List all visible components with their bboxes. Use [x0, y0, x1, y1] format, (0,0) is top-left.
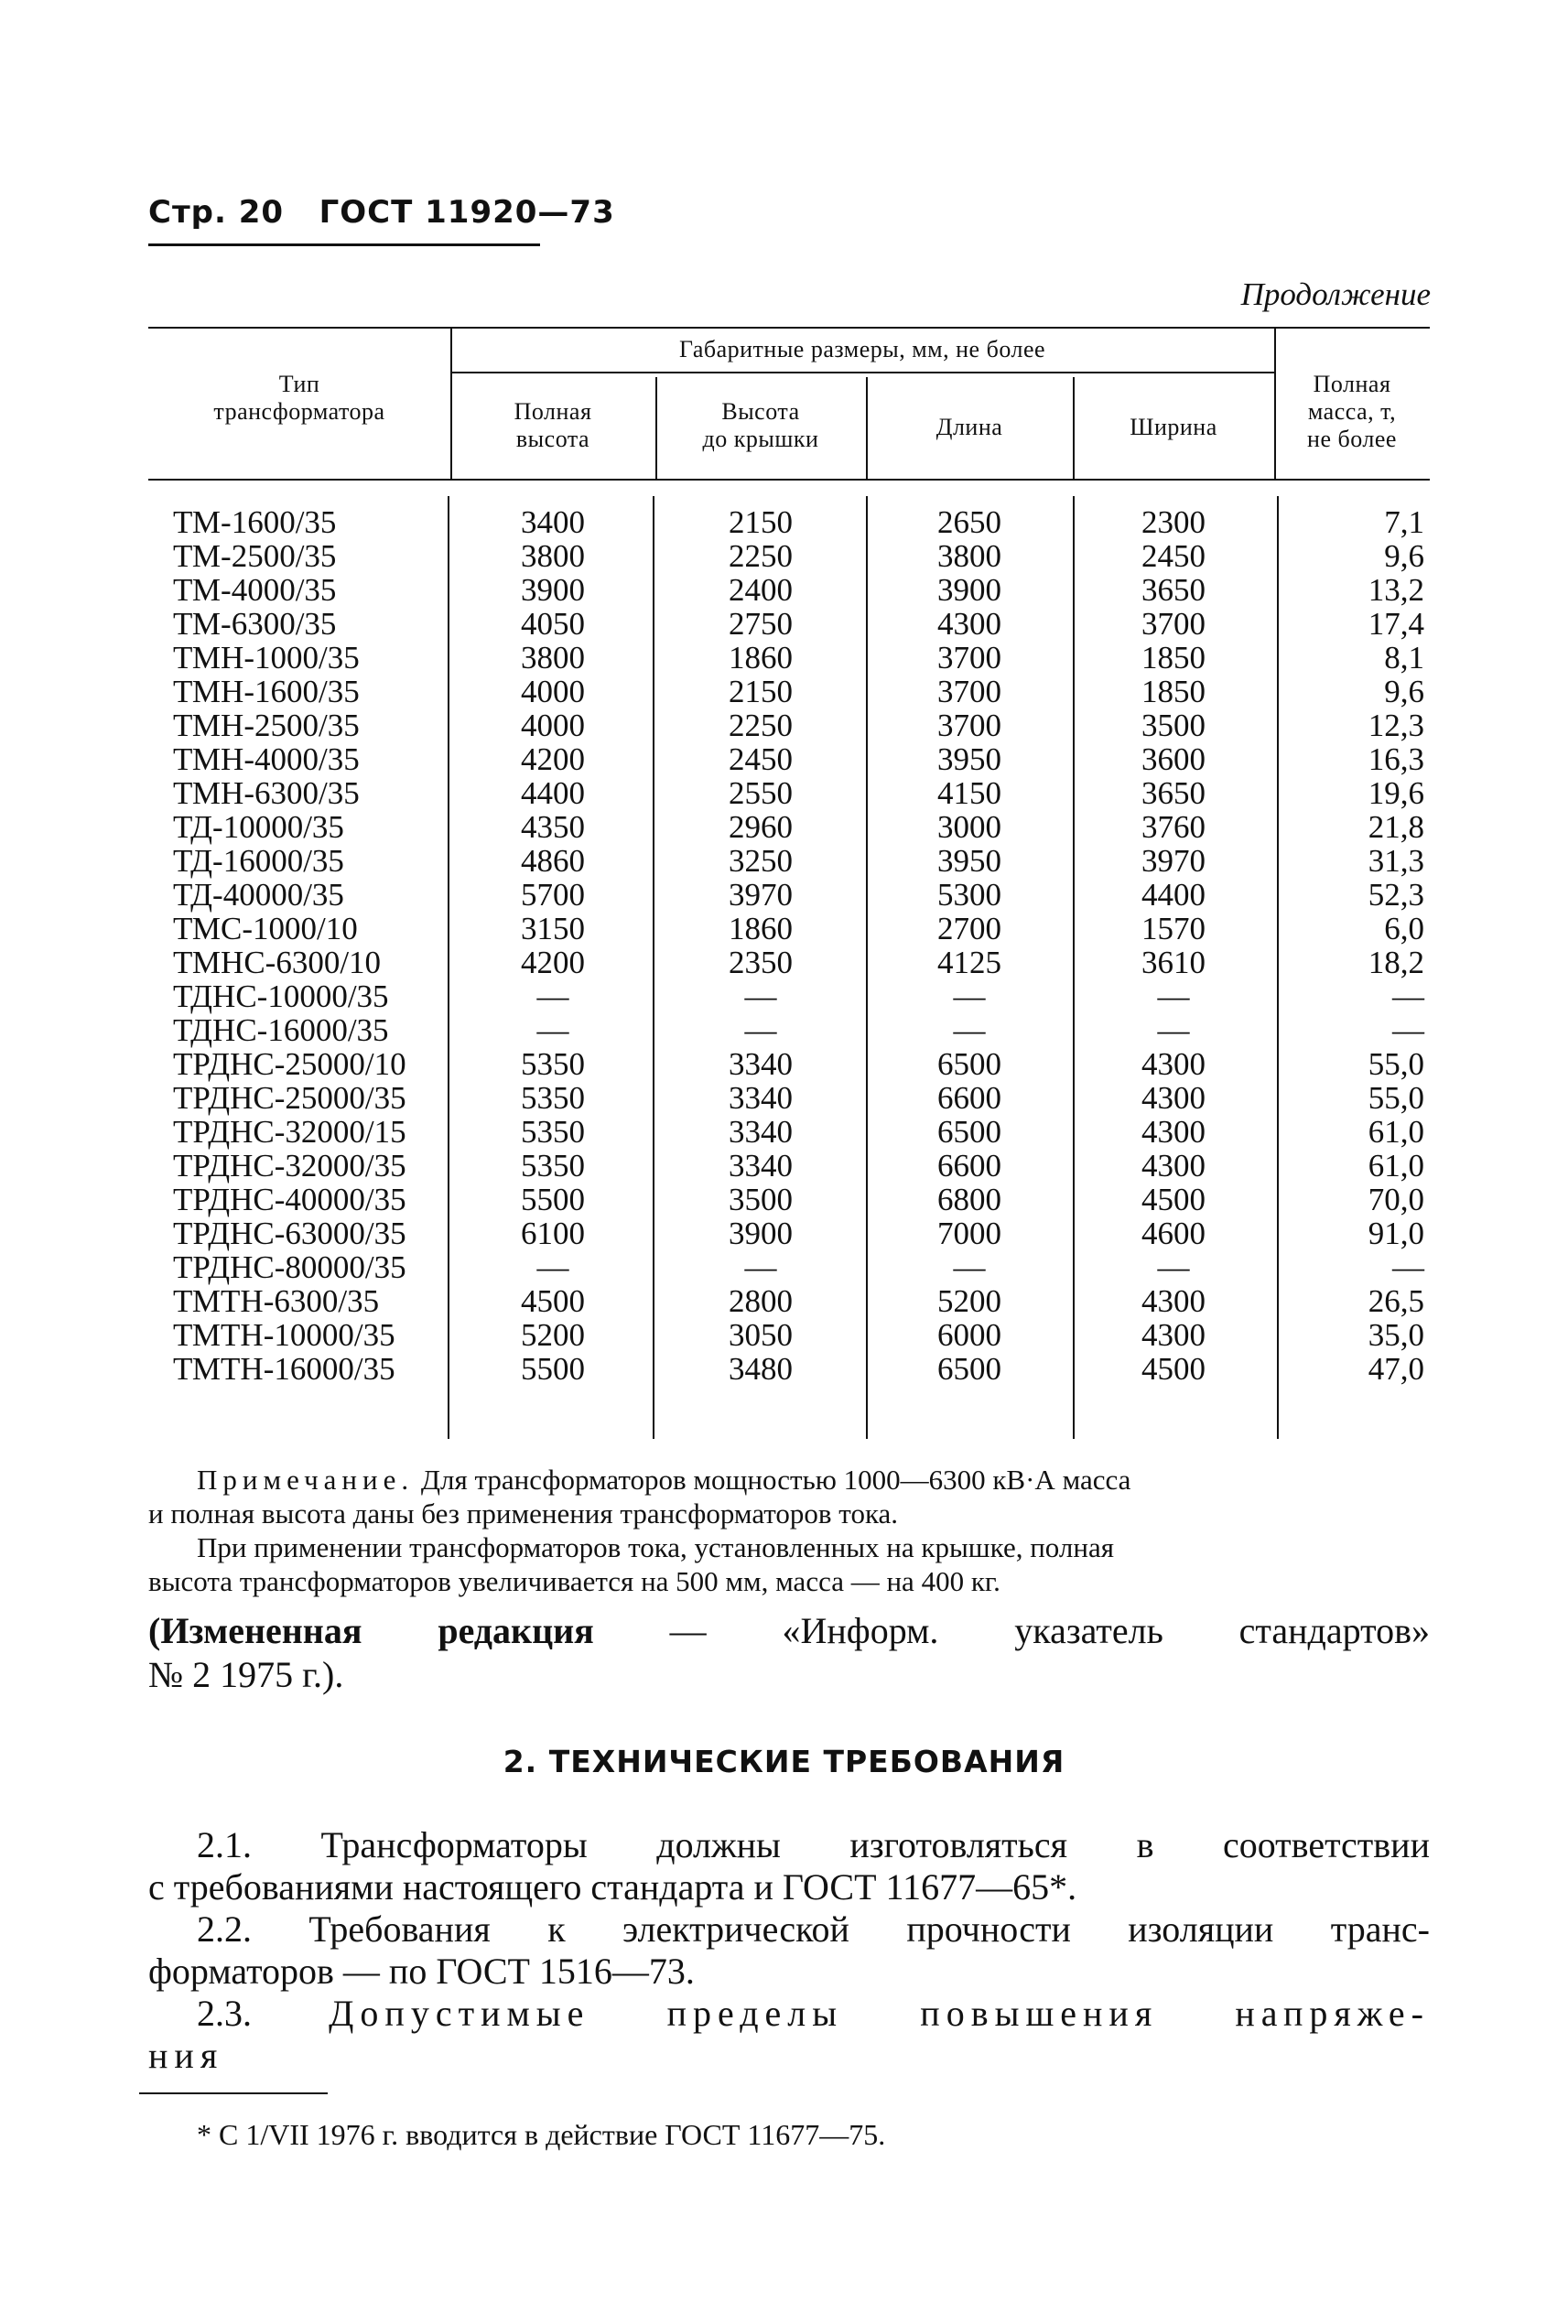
table-cell-mass: 35,0 [1368, 1317, 1424, 1353]
table-cell-height: 4400 [521, 775, 585, 811]
table-cell-cover: 2550 [729, 775, 793, 811]
table-cell-mass: 9,6 [1384, 538, 1424, 574]
table-cell-cover: 1860 [729, 911, 793, 946]
table-cell-cover: 2800 [729, 1283, 793, 1319]
table-cell-width: 1850 [1141, 674, 1206, 709]
table-cell-height: 4500 [521, 1283, 585, 1319]
table-cell-height: 5700 [521, 877, 585, 913]
edition-reference [148, 1609, 1430, 1697]
width-header: Ширина [1130, 414, 1217, 440]
paragraph-2-2: 2.2. Требования к электрической прочности изоляции транс- форматоров — по ГОСТ 1516—73. [148, 1908, 1430, 1992]
table-cell-mass: 12,3 [1368, 708, 1424, 743]
table-cell-type: ТМ-2500/35 [173, 538, 337, 574]
table-cell-mass: 19,6 [1368, 775, 1424, 811]
table-cell-length: 6500 [937, 1046, 1001, 1082]
table-cell-mass: 52,3 [1368, 877, 1424, 913]
table-cell-type: ТДНС-10000/35 [173, 978, 389, 1014]
table-cell-cover: 2750 [729, 606, 793, 642]
table-cell-type: ТРДНС-63000/35 [173, 1216, 406, 1251]
table-cell-type: ТМН-1000/35 [173, 640, 360, 676]
table-cell-mass: 16,3 [1368, 741, 1424, 777]
height-header: Полная высота [514, 398, 592, 452]
table-cell-type: ТД-10000/35 [173, 809, 344, 845]
table-cell-cover: — [744, 978, 777, 1014]
table-cell-type: ТМН-4000/35 [173, 741, 360, 777]
table-cell-height: 3800 [521, 640, 585, 676]
table-cell-height: 4860 [521, 843, 585, 879]
table-cell-type: ТРДНС-40000/35 [173, 1182, 406, 1217]
table-cell-height: 5200 [521, 1317, 585, 1353]
table-cell-height: 4350 [521, 809, 585, 845]
continued-label: Продолжение [1240, 276, 1431, 312]
table-cell-cover: — [744, 1249, 777, 1285]
type-column [173, 505, 448, 1386]
table-cell-width: 4500 [1141, 1351, 1206, 1387]
table-top-rule [148, 327, 1430, 329]
length-header: Длина [935, 414, 1003, 440]
table-cell-length: 3950 [937, 843, 1001, 879]
table-cell-mass: 61,0 [1368, 1148, 1424, 1184]
table-cell-cover: 3340 [729, 1080, 793, 1116]
page-header [148, 194, 615, 231]
table-cell-cover: 3900 [729, 1216, 793, 1251]
table-cell-length: 3700 [937, 674, 1001, 709]
table-cell-mass: — [1392, 1249, 1424, 1285]
table-cell-type: ТМ-4000/35 [173, 572, 337, 608]
header-bottom-rule [148, 479, 1430, 481]
table-cell-height: — [536, 1249, 569, 1285]
table-cell-mass: 17,4 [1368, 606, 1424, 642]
section-title: 2. ТЕХНИЧЕСКИЕ ТРЕБОВАНИЯ [503, 1744, 1065, 1779]
table-cell-width: 3650 [1141, 775, 1206, 811]
table-cell-width: 3700 [1141, 606, 1206, 642]
table-cell-length: 3000 [937, 809, 1001, 845]
table-cell-height: 5350 [521, 1114, 585, 1150]
table-cell-height: 3400 [521, 504, 585, 540]
table-cell-width: 1570 [1141, 911, 1206, 946]
table-cell-length: 5300 [937, 877, 1001, 913]
table-cell-cover: 2150 [729, 674, 793, 709]
table-cell-length: 3700 [937, 640, 1001, 676]
table-cell-mass: 9,6 [1384, 674, 1424, 709]
table-cell-height: 4200 [521, 741, 585, 777]
table-cell-cover: 2250 [729, 708, 793, 743]
table-cell-length: 3950 [937, 741, 1001, 777]
table-cell-mass: 55,0 [1368, 1080, 1424, 1116]
table-cell-length: — [953, 978, 986, 1014]
table-cell-height: 4000 [521, 674, 585, 709]
table-cell-height: 5500 [521, 1182, 585, 1217]
table-cell-type: ТМ-1600/35 [173, 504, 337, 540]
edition-line-2: № 2 1975 г.). [148, 1654, 344, 1695]
table-cell-height: 4200 [521, 945, 585, 980]
transformer-table [148, 327, 1430, 1439]
table-cell-width: 3760 [1141, 809, 1206, 845]
cover-height-header: Высота до крышки [702, 398, 819, 452]
table-cell-width: 2300 [1141, 504, 1206, 540]
table-cell-length: 3800 [937, 538, 1001, 574]
paragraph-2-3: 2.3. Допустимые пределы повышения напряже- ния [148, 1993, 1430, 2076]
table-cell-length: 2700 [937, 911, 1001, 946]
table-cell-length: 6600 [937, 1148, 1001, 1184]
table-cell-cover: 3250 [729, 843, 793, 879]
table-cell-type: ТД-40000/35 [173, 877, 344, 913]
table-cell-length: 3700 [937, 708, 1001, 743]
table-cell-cover: 2450 [729, 741, 793, 777]
type-header: Тип трансформатора [213, 371, 385, 425]
table-cell-type: ТМН-6300/35 [173, 775, 360, 811]
table-cell-length: 2650 [937, 504, 1001, 540]
edition-word: указатель [1014, 1610, 1163, 1651]
table-cell-type: ТМН-1600/35 [173, 674, 360, 709]
table-cell-type: ТМС-1000/10 [173, 911, 358, 946]
table-cell-width: 4600 [1141, 1216, 1206, 1251]
table-cell-mass: 61,0 [1368, 1114, 1424, 1150]
footnote-rule [139, 2092, 328, 2094]
width-column [1073, 505, 1274, 1386]
page-number: Стр. 20 [148, 194, 285, 231]
table-cell-width: 3650 [1141, 572, 1206, 608]
table-cell-length: 4125 [937, 945, 1001, 980]
table-cell-cover: 3340 [729, 1046, 793, 1082]
table-cell-mass: — [1392, 978, 1424, 1014]
table-cell-length: 3900 [937, 572, 1001, 608]
table-cell-type: ТМТН-10000/35 [173, 1317, 395, 1353]
table-cell-width: 3970 [1141, 843, 1206, 879]
table-cell-width: 4300 [1141, 1283, 1206, 1319]
standard-code: ГОСТ 11920—73 [319, 194, 615, 231]
table-cell-width: 2450 [1141, 538, 1206, 574]
table-cell-mass: 13,2 [1368, 572, 1424, 608]
table-cell-type: ТД-16000/35 [173, 843, 344, 879]
table-cell-width: 1850 [1141, 640, 1206, 676]
table-cell-length: 6800 [937, 1182, 1001, 1217]
table-cell-type: ТРДНС-25000/35 [173, 1080, 406, 1116]
table-cell-cover: 2960 [729, 809, 793, 845]
table-cell-height: 4050 [521, 606, 585, 642]
table-cell-type: ТДНС-16000/35 [173, 1012, 389, 1048]
table-cell-length: 5200 [937, 1283, 1001, 1319]
length-column [866, 505, 1073, 1386]
table-cell-mass: — [1392, 1012, 1424, 1048]
table-cell-type: ТРДНС-25000/10 [173, 1046, 406, 1082]
table-cell-cover: — [744, 1012, 777, 1048]
table-cell-cover: 2400 [729, 572, 793, 608]
table-cell-width: 3500 [1141, 708, 1206, 743]
table-cell-mass: 55,0 [1368, 1046, 1424, 1082]
group-header-rule [450, 372, 1274, 373]
table-cell-type: ТРДНС-32000/15 [173, 1114, 406, 1150]
table-cell-length: 7000 [937, 1216, 1001, 1251]
table-cell-height: 6100 [521, 1216, 585, 1251]
col-divider [448, 496, 449, 1439]
table-note [197, 1463, 1433, 1497]
table-cell-mass: 26,5 [1368, 1283, 1424, 1319]
mass-column [1274, 505, 1424, 1386]
table-cell-length: 6500 [937, 1114, 1001, 1150]
table-cell-cover: 3340 [729, 1114, 793, 1150]
table-cell-height: 5500 [521, 1351, 585, 1387]
table-cell-width: 4300 [1141, 1148, 1206, 1184]
table-cell-width: — [1157, 1012, 1190, 1048]
note-line-2: и полная высота даны без применения трансформаторов тока. [148, 1497, 899, 1530]
table-cell-height: 3800 [521, 538, 585, 574]
table-cell-cover: 3970 [729, 877, 793, 913]
table-cell-length: 4150 [937, 775, 1001, 811]
note-label: Примечание. [197, 1464, 415, 1496]
table-cell-height: 3900 [521, 572, 585, 608]
header-rule [148, 243, 540, 246]
table-cell-cover: 3050 [729, 1317, 793, 1353]
table-cell-length: — [953, 1249, 986, 1285]
table-cell-width: — [1157, 978, 1190, 1014]
table-cell-type: ТМТН-16000/35 [173, 1351, 395, 1387]
table-cell-height: 5350 [521, 1046, 585, 1082]
table-cell-height: 4000 [521, 708, 585, 743]
table-cell-width: 4300 [1141, 1317, 1206, 1353]
table-cell-height: — [536, 1012, 569, 1048]
table-cell-mass: 6,0 [1384, 911, 1424, 946]
height-column [450, 505, 655, 1386]
table-cell-type: ТМН-2500/35 [173, 708, 360, 743]
table-cell-type: ТРДНС-80000/35 [173, 1249, 406, 1285]
paragraph-2-1: 2.1. Трансформаторы должны изготовляться в соответствии с требованиями настоящего стандарта и ГОСТ 11677—65*. [148, 1824, 1430, 1908]
table-cell-cover: 2350 [729, 945, 793, 980]
table-cell-length: 6000 [937, 1317, 1001, 1353]
table-cell-cover: 2150 [729, 504, 793, 540]
dims-group-header: Габаритные размеры, мм, не более [678, 336, 1046, 362]
table-cell-type: ТМ-6300/35 [173, 606, 337, 642]
table-cell-type: ТМТН-6300/35 [173, 1283, 380, 1319]
note-line-3: При применении трансформаторов тока, установленных на крышке, полная [197, 1531, 1114, 1563]
edition-word: редакция [438, 1610, 594, 1651]
mass-header: Полная масса, т, не более [1307, 371, 1397, 452]
table-cell-width: 3610 [1141, 945, 1206, 980]
footnote: * С 1/VII 1976 г. вводится в действие ГОСТ 11677—75. [197, 2118, 886, 2151]
note-line-1: Для трансформаторов мощностью 1000—6300 кВ·А масса [420, 1464, 1131, 1496]
table-cell-width: 4300 [1141, 1080, 1206, 1116]
table-cell-cover: 1860 [729, 640, 793, 676]
table-cell-type: ТМНС-6300/10 [173, 945, 382, 980]
table-cell-width: — [1157, 1249, 1190, 1285]
table-cell-length: 6500 [937, 1351, 1001, 1387]
table-cell-height: — [536, 978, 569, 1014]
table-cell-width: 4300 [1141, 1114, 1206, 1150]
table-cell-cover: 3500 [729, 1182, 793, 1217]
note-line-4: высота трансформаторов увеличивается на 500 мм, масса — на 400 кг. [148, 1565, 1000, 1597]
table-cell-height: 5350 [521, 1080, 585, 1116]
table-cell-cover: 2250 [729, 538, 793, 574]
table-cell-width: 3600 [1141, 741, 1206, 777]
edition-word: — [669, 1610, 707, 1651]
table-cell-mass: 7,1 [1384, 504, 1424, 540]
table-cell-length: 6600 [937, 1080, 1001, 1116]
table-cell-cover: 3480 [729, 1351, 793, 1387]
table-cell-width: 4300 [1141, 1046, 1206, 1082]
cover-height-column [655, 505, 866, 1386]
table-cell-width: 4500 [1141, 1182, 1206, 1217]
table-cell-height: 3150 [521, 911, 585, 946]
table-cell-width: 4400 [1141, 877, 1206, 913]
edition-word: «Информ. [782, 1610, 939, 1651]
table-cell-mass: 8,1 [1384, 640, 1424, 676]
edition-word: (Измененная [148, 1610, 362, 1651]
table-cell-mass: 18,2 [1368, 945, 1424, 980]
table-cell-mass: 31,3 [1368, 843, 1424, 879]
table-cell-mass: 91,0 [1368, 1216, 1424, 1251]
table-cell-mass: 47,0 [1368, 1351, 1424, 1387]
table-cell-mass: 70,0 [1368, 1182, 1424, 1217]
table-cell-length: — [953, 1012, 986, 1048]
table-cell-height: 5350 [521, 1148, 585, 1184]
table-cell-cover: 3340 [729, 1148, 793, 1184]
table-cell-length: 4300 [937, 606, 1001, 642]
edition-word: стандартов» [1238, 1610, 1430, 1651]
table-cell-mass: 21,8 [1368, 809, 1424, 845]
table-cell-type: ТРДНС-32000/35 [173, 1148, 406, 1184]
